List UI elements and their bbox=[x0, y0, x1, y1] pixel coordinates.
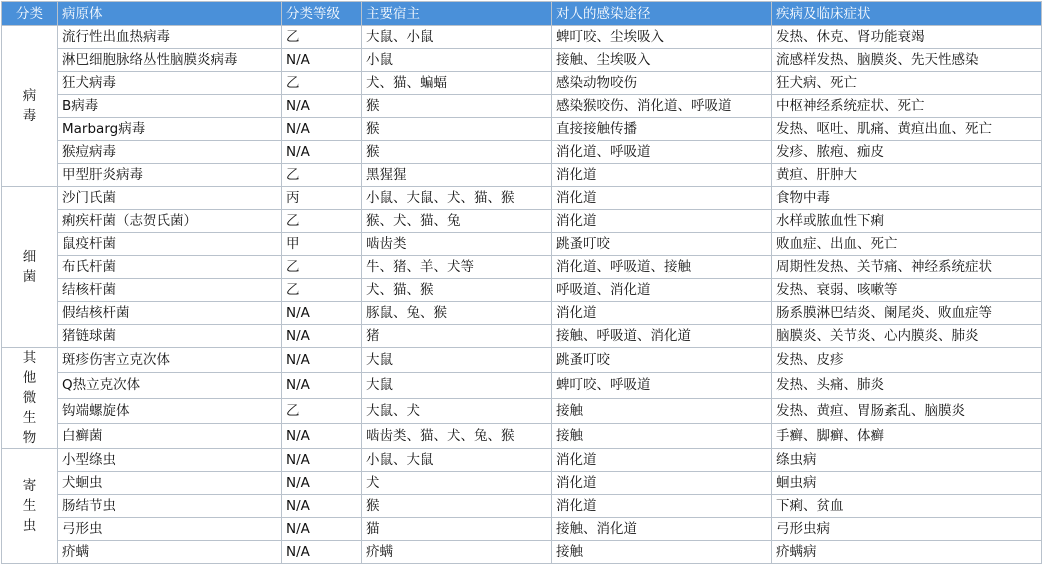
table-row bbox=[2, 233, 1042, 256]
class-level-cell: N/A bbox=[282, 325, 362, 348]
route-cell: 消化道、呼吸道 bbox=[552, 141, 772, 164]
table-row bbox=[2, 164, 1042, 187]
class-level-cell: 乙 bbox=[282, 26, 362, 49]
header-pathogen: 病原体 bbox=[58, 2, 282, 26]
pathogen-table bbox=[1, 1, 1042, 564]
symptoms-cell: 发热、黄疸、胃肠紊乱、脑膜炎 bbox=[772, 398, 1042, 423]
host-cell: 疥螨 bbox=[362, 541, 552, 564]
class-level-cell: N/A bbox=[282, 141, 362, 164]
class-level-cell: N/A bbox=[282, 495, 362, 518]
host-cell: 小鼠 bbox=[362, 49, 552, 72]
table-row bbox=[2, 423, 1042, 448]
header-row bbox=[2, 2, 1042, 26]
route-cell: 感染动物咬伤 bbox=[552, 72, 772, 95]
pathogen-cell: 猴痘病毒 bbox=[58, 141, 282, 164]
route-cell: 接触、消化道 bbox=[552, 518, 772, 541]
header-class-level: 分类等级 bbox=[282, 2, 362, 26]
category-cell bbox=[2, 187, 58, 348]
header-infection-route: 对人的感染途径 bbox=[552, 2, 772, 26]
table-row bbox=[2, 348, 1042, 373]
route-cell: 蜱叮咬、呼吸道 bbox=[552, 373, 772, 398]
symptoms-cell: 中枢神经系统症状、死亡 bbox=[772, 95, 1042, 118]
route-cell: 跳蚤叮咬 bbox=[552, 348, 772, 373]
route-cell: 蜱叮咬、尘埃吸入 bbox=[552, 26, 772, 49]
route-cell: 接触、尘埃吸入 bbox=[552, 49, 772, 72]
route-cell: 消化道 bbox=[552, 210, 772, 233]
table-row bbox=[2, 495, 1042, 518]
route-cell: 接触、呼吸道、消化道 bbox=[552, 325, 772, 348]
host-cell: 猴 bbox=[362, 118, 552, 141]
route-cell: 接触 bbox=[552, 423, 772, 448]
route-cell: 消化道 bbox=[552, 495, 772, 518]
class-level-cell: N/A bbox=[282, 373, 362, 398]
class-level-cell: 乙 bbox=[282, 164, 362, 187]
table-row bbox=[2, 449, 1042, 472]
host-cell: 黑猩猩 bbox=[362, 164, 552, 187]
symptoms-cell: 败血症、出血、死亡 bbox=[772, 233, 1042, 256]
symptoms-cell: 绦虫病 bbox=[772, 449, 1042, 472]
category-label: 细菌 bbox=[22, 249, 37, 285]
symptoms-cell: 周期性发热、关节痛、神经系统症状 bbox=[772, 256, 1042, 279]
header-category: 分类 bbox=[2, 2, 58, 26]
class-level-cell: N/A bbox=[282, 449, 362, 472]
symptoms-cell: 发热、皮疹 bbox=[772, 348, 1042, 373]
class-level-cell: 甲 bbox=[282, 233, 362, 256]
symptoms-cell: 发热、头痛、肺炎 bbox=[772, 373, 1042, 398]
pathogen-cell: 猪链球菌 bbox=[58, 325, 282, 348]
host-cell: 大鼠 bbox=[362, 348, 552, 373]
host-cell: 犬 bbox=[362, 472, 552, 495]
pathogen-cell: 犬蛔虫 bbox=[58, 472, 282, 495]
symptoms-cell: 发热、休克、肾功能衰竭 bbox=[772, 26, 1042, 49]
class-level-cell: N/A bbox=[282, 95, 362, 118]
table-row bbox=[2, 279, 1042, 302]
host-cell: 大鼠 bbox=[362, 373, 552, 398]
route-cell: 接触 bbox=[552, 541, 772, 564]
pathogen-cell: B病毒 bbox=[58, 95, 282, 118]
header-disease-symptoms: 疾病及临床症状 bbox=[772, 2, 1042, 26]
host-cell: 小鼠、大鼠 bbox=[362, 449, 552, 472]
class-level-cell: N/A bbox=[282, 302, 362, 325]
host-cell: 牛、猪、羊、犬等 bbox=[362, 256, 552, 279]
host-cell: 啮齿类、猫、犬、兔、猴 bbox=[362, 423, 552, 448]
pathogen-cell: 布氏杆菌 bbox=[58, 256, 282, 279]
class-level-cell: N/A bbox=[282, 348, 362, 373]
class-level-cell: 乙 bbox=[282, 256, 362, 279]
pathogen-cell: 钩端螺旋体 bbox=[58, 398, 282, 423]
category-cell bbox=[2, 26, 58, 187]
host-cell: 猪 bbox=[362, 325, 552, 348]
route-cell: 消化道 bbox=[552, 449, 772, 472]
pathogen-cell: 弓形虫 bbox=[58, 518, 282, 541]
class-level-cell: 乙 bbox=[282, 398, 362, 423]
table-row bbox=[2, 26, 1042, 49]
symptoms-cell: 发热、呕吐、肌痛、黄疸出血、死亡 bbox=[772, 118, 1042, 141]
route-cell: 直接接触传播 bbox=[552, 118, 772, 141]
route-cell: 消化道 bbox=[552, 302, 772, 325]
host-cell: 啮齿类 bbox=[362, 233, 552, 256]
class-level-cell: N/A bbox=[282, 49, 362, 72]
table-row bbox=[2, 325, 1042, 348]
pathogen-cell: 假结核杆菌 bbox=[58, 302, 282, 325]
table-row bbox=[2, 95, 1042, 118]
symptoms-cell: 发疹、脓疱、痂皮 bbox=[772, 141, 1042, 164]
pathogen-cell: 甲型肝炎病毒 bbox=[58, 164, 282, 187]
pathogen-cell: 狂犬病毒 bbox=[58, 72, 282, 95]
table-row bbox=[2, 187, 1042, 210]
pathogen-cell: 疥螨 bbox=[58, 541, 282, 564]
table-row bbox=[2, 49, 1042, 72]
host-cell: 豚鼠、兔、猴 bbox=[362, 302, 552, 325]
host-cell: 犬、猫、蝙蝠 bbox=[362, 72, 552, 95]
table-row bbox=[2, 256, 1042, 279]
class-level-cell: N/A bbox=[282, 472, 362, 495]
class-level-cell: N/A bbox=[282, 423, 362, 448]
pathogen-cell: 小型绦虫 bbox=[58, 449, 282, 472]
pathogen-cell: 鼠疫杆菌 bbox=[58, 233, 282, 256]
host-cell: 大鼠、小鼠 bbox=[362, 26, 552, 49]
class-level-cell: 乙 bbox=[282, 72, 362, 95]
route-cell: 消化道 bbox=[552, 164, 772, 187]
table-row bbox=[2, 541, 1042, 564]
symptoms-cell: 脑膜炎、关节炎、心内膜炎、肺炎 bbox=[772, 325, 1042, 348]
host-cell: 猴 bbox=[362, 95, 552, 118]
header-main-host: 主要宿主 bbox=[362, 2, 552, 26]
symptoms-cell: 弓形虫病 bbox=[772, 518, 1042, 541]
category-cell bbox=[2, 348, 58, 449]
symptoms-cell: 下痢、贫血 bbox=[772, 495, 1042, 518]
route-cell: 跳蚤叮咬 bbox=[552, 233, 772, 256]
pathogen-cell: 沙门氏菌 bbox=[58, 187, 282, 210]
host-cell: 猫 bbox=[362, 518, 552, 541]
class-level-cell: N/A bbox=[282, 518, 362, 541]
symptoms-cell: 食物中毒 bbox=[772, 187, 1042, 210]
category-cell bbox=[2, 449, 58, 564]
class-level-cell: 丙 bbox=[282, 187, 362, 210]
host-cell: 猴 bbox=[362, 495, 552, 518]
symptoms-cell: 手癣、脚癣、体癣 bbox=[772, 423, 1042, 448]
table-row bbox=[2, 118, 1042, 141]
host-cell: 猴 bbox=[362, 141, 552, 164]
pathogen-cell: 淋巴细胞脉络丛性脑膜炎病毒 bbox=[58, 49, 282, 72]
table-row bbox=[2, 141, 1042, 164]
pathogen-cell: 结核杆菌 bbox=[58, 279, 282, 302]
host-cell: 小鼠、大鼠、犬、猫、猴 bbox=[362, 187, 552, 210]
table-row bbox=[2, 373, 1042, 398]
route-cell: 消化道 bbox=[552, 472, 772, 495]
table-row bbox=[2, 72, 1042, 95]
route-cell: 消化道、呼吸道、接触 bbox=[552, 256, 772, 279]
class-level-cell: 乙 bbox=[282, 279, 362, 302]
category-label: 寄生虫 bbox=[22, 478, 37, 534]
table-row bbox=[2, 518, 1042, 541]
table-row bbox=[2, 398, 1042, 423]
table-body bbox=[2, 26, 1042, 564]
class-level-cell: N/A bbox=[282, 118, 362, 141]
symptoms-cell: 水样或脓血性下痢 bbox=[772, 210, 1042, 233]
symptoms-cell: 流感样发热、脑膜炎、先天性感染 bbox=[772, 49, 1042, 72]
route-cell: 感染猴咬伤、消化道、呼吸道 bbox=[552, 95, 772, 118]
table-row bbox=[2, 302, 1042, 325]
host-cell: 犬、猫、猴 bbox=[362, 279, 552, 302]
pathogen-cell: 痢疾杆菌（志贺氏菌） bbox=[58, 210, 282, 233]
class-level-cell: 乙 bbox=[282, 210, 362, 233]
symptoms-cell: 肠系膜淋巴结炎、阑尾炎、败血症等 bbox=[772, 302, 1042, 325]
pathogen-cell: 白癣菌 bbox=[58, 423, 282, 448]
pathogen-cell: Marbarg病毒 bbox=[58, 118, 282, 141]
pathogen-cell: 流行性出血热病毒 bbox=[58, 26, 282, 49]
host-cell: 大鼠、犬 bbox=[362, 398, 552, 423]
pathogen-cell: 斑疹伤害立克次体 bbox=[58, 348, 282, 373]
route-cell: 消化道 bbox=[552, 187, 772, 210]
pathogen-cell: Q热立克次体 bbox=[58, 373, 282, 398]
symptoms-cell: 黄疸、肝肿大 bbox=[772, 164, 1042, 187]
route-cell: 呼吸道、消化道 bbox=[552, 279, 772, 302]
route-cell: 接触 bbox=[552, 398, 772, 423]
symptoms-cell: 狂犬病、死亡 bbox=[772, 72, 1042, 95]
table-row bbox=[2, 472, 1042, 495]
category-label: 其他微生物 bbox=[22, 350, 37, 446]
symptoms-cell: 发热、衰弱、咳嗽等 bbox=[772, 279, 1042, 302]
table-row bbox=[2, 210, 1042, 233]
category-label: 病毒 bbox=[22, 88, 37, 124]
host-cell: 猴、犬、猫、兔 bbox=[362, 210, 552, 233]
pathogen-cell: 肠结节虫 bbox=[58, 495, 282, 518]
class-level-cell: N/A bbox=[282, 541, 362, 564]
symptoms-cell: 蛔虫病 bbox=[772, 472, 1042, 495]
symptoms-cell: 疥螨病 bbox=[772, 541, 1042, 564]
